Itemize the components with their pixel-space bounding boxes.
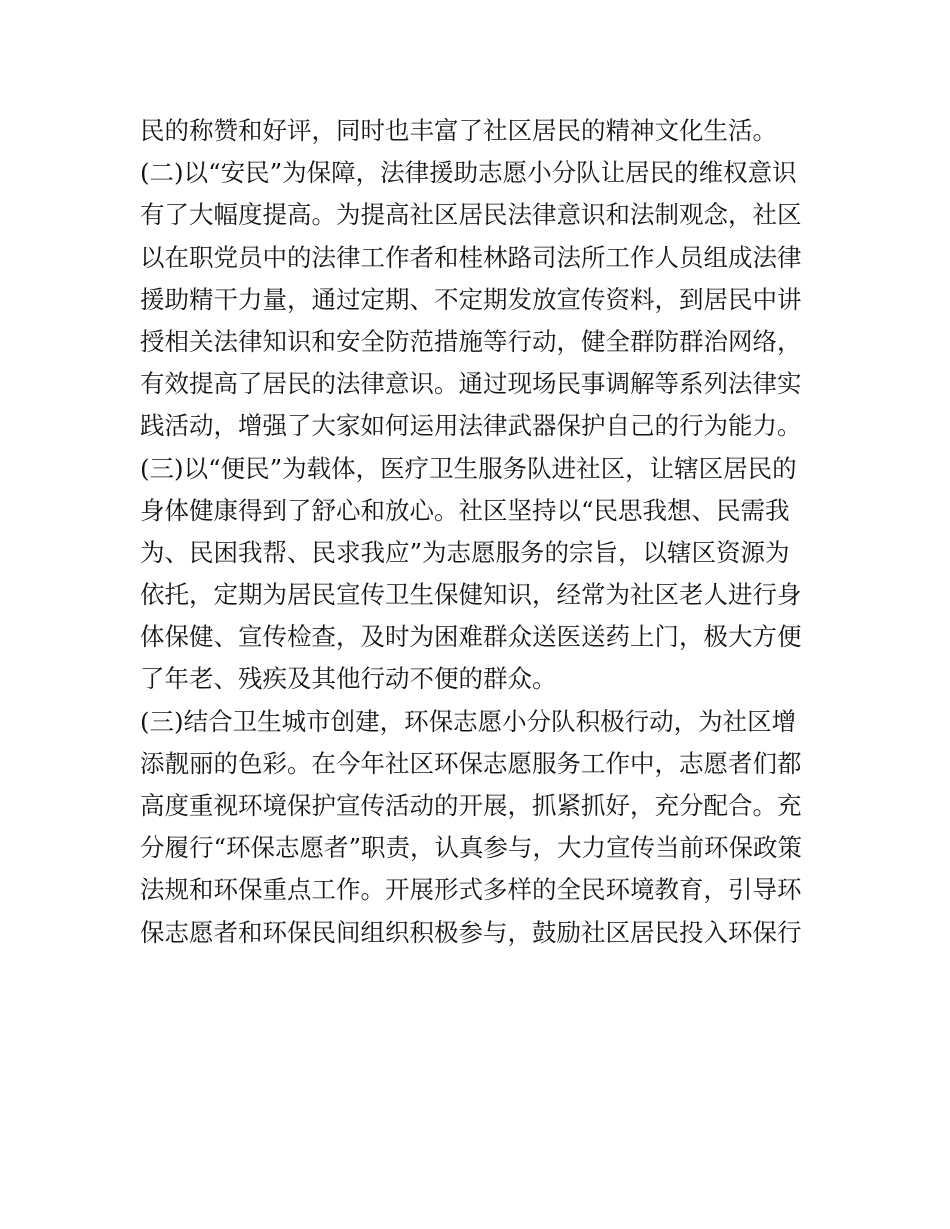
text-line: 了年老、残疾及其他行动不便的群众。 [140, 664, 557, 694]
text-line: (三)以“便民”为载体，医疗卫生服务队进社区，让辖区居民的 [140, 453, 797, 483]
text-line: 民的称赞和好评，同时也丰富了社区居民的精神文化生活。 [140, 116, 777, 145]
text-line: 体保健、宣传检查，及时为困难群众送医送药上门，极大方便 [140, 622, 802, 652]
body-text [140, 110, 820, 954]
text-line: (三)结合卫生城市创建，环保志愿小分队积极行动，为社区增 [140, 706, 797, 736]
text-line: 践活动，增强了大家如何运用法律武器保护自己的行为能力。 [140, 411, 802, 441]
text-line: 为、民困我帮、民求我应”为志愿服务的宗旨，以辖区资源为 [140, 537, 790, 567]
text-line: 法规和环保重点工作。开展形式多样的全民环境教育，引导环 [140, 875, 802, 905]
text-line: 身体健康得到了舒心和放心。社区坚持以“民思我想、民需我 [140, 495, 790, 525]
text-line: 以在职党员中的法律工作者和桂林路司法所工作人员组成法律 [140, 242, 802, 272]
text-line: 保志愿者和环保民间组织积极参与，鼓励社区居民投入环保行 [140, 917, 802, 947]
text-line: 高度重视环境保护宣传活动的开展，抓紧抓好，充分配合。充 [140, 791, 802, 820]
text-line: 有了大幅度提高。为提高社区居民法律意识和法制观念，社区 [140, 200, 802, 230]
text-line: 援助精干力量，通过定期、不定期发放宣传资料，到居民中讲 [140, 284, 802, 314]
text-line: 有效提高了居民的法律意识。通过现场民事调解等系列法律实 [140, 369, 802, 399]
text-line: 授相关法律知识和安全防范措施等行动，健全群防群治网络， [140, 326, 802, 356]
text-line: 依托，定期为居民宣传卫生保健知识，经常为社区老人进行身 [140, 580, 802, 610]
text-line: 分履行“环保志愿者”职责，认真参与，大力宣传当前环保政策 [140, 833, 803, 863]
text-line: 添靓丽的色彩。在今年社区环保志愿服务工作中，志愿者们都 [140, 748, 802, 778]
text-line: (二)以“安民”为保障，法律援助志愿小分队让居民的维权意识 [140, 158, 797, 188]
